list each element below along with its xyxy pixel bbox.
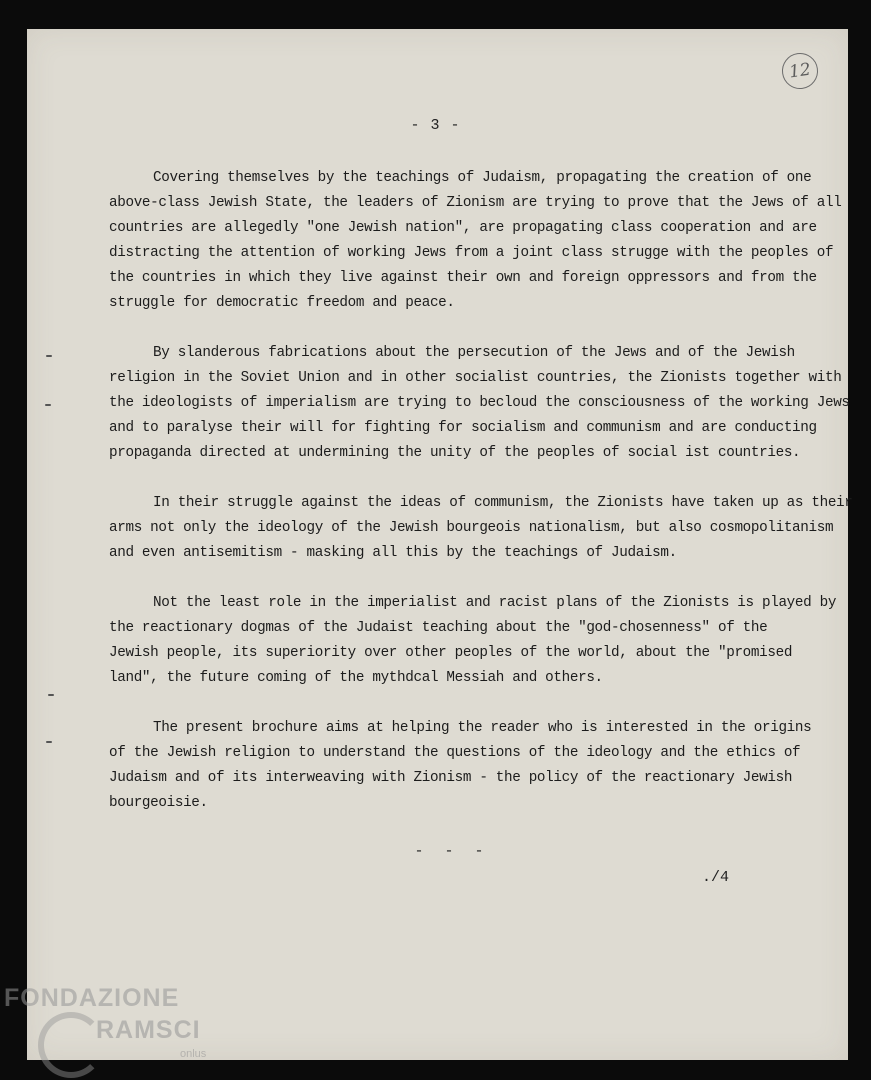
paragraph-1 <box>109 166 842 316</box>
paragraph-5 <box>109 716 812 816</box>
text-line: and to paralyse their will for fighting for socialism and communism and are conducting <box>109 420 817 436</box>
text-line: and even antisemitism - masking all this by the teachings of Judaism. <box>109 545 677 561</box>
paragraph-2 <box>109 341 850 466</box>
text-line: the reactionary dogmas of the Judaist teaching about the "god-chosenness" of the <box>109 620 768 636</box>
archive-watermark <box>4 984 224 1076</box>
text-line: propaganda directed at undermining the unity of the peoples of social ist countries. <box>109 445 801 461</box>
text-line: bourgeoisie. <box>109 795 208 811</box>
text-line: of the Jewish religion to understand the questions of the ideology and the ethics of <box>109 745 801 761</box>
margin-mark <box>46 355 52 357</box>
watermark-sub: onlus <box>180 1048 207 1060</box>
text-line: land", the future coming of the mythdcal Messiah and others. <box>109 670 603 686</box>
text-line: the countries in which they live against their own and foreign oppressors and from the <box>109 270 817 286</box>
paragraph-3 <box>109 491 853 566</box>
text-line: Jewish people, its superiority over other peoples of the world, about the "promised <box>109 645 793 661</box>
text-line: Covering themselves by the teachings of Judaism, propagating the creation of one <box>153 170 812 186</box>
text-line: The present brochure aims at helping the reader who is interested in the origins <box>153 720 812 736</box>
archive-page-number-stamp: 12 <box>780 51 821 92</box>
text-line: countries are allegedly "one Jewish nation", are propagating class cooperation and are <box>109 220 817 236</box>
text-line: the ideologists of imperialism are trying to becloud the consciousness of the working Jews <box>109 395 850 411</box>
text-line: In their struggle against the ideas of communism, the Zionists have taken up as their <box>153 495 853 511</box>
section-end-dashes: - - - <box>414 843 490 860</box>
text-line: distracting the attention of working Jews from a joint class strugge with the peoples of <box>109 245 834 261</box>
text-line: Not the least role in the imperialist and racist plans of the Zionists is played by <box>153 595 837 611</box>
text-line: above-class Jewish State, the leaders of Zionism are trying to prove that the Jews of all <box>109 195 842 211</box>
continuation-marker: ./4 <box>702 869 730 886</box>
margin-mark <box>45 404 51 406</box>
paragraph-4 <box>109 591 837 691</box>
text-line: arms not only the ideology of the Jewish bourgeois nationalism, but also cosmopolitanism <box>109 520 834 536</box>
text-line: struggle for democratic freedom and peace. <box>109 295 455 311</box>
text-line: Judaism and of its interweaving with Zionism - the policy of the reactionary Jewish <box>109 770 793 786</box>
text-line: religion in the Soviet Union and in other socialist countries, the Zionists together with <box>109 370 842 386</box>
watermark-g-ring-icon <box>38 1012 104 1078</box>
margin-mark <box>48 694 54 696</box>
margin-mark <box>46 741 52 743</box>
text-line: By slanderous fabrications about the persecution of the Jews and of the Jewish <box>153 345 795 361</box>
watermark-line1: FONDAZIONE <box>4 984 180 1012</box>
watermark-line2: RAMSCI <box>96 1016 201 1044</box>
page-number: - 3 - <box>410 117 461 134</box>
